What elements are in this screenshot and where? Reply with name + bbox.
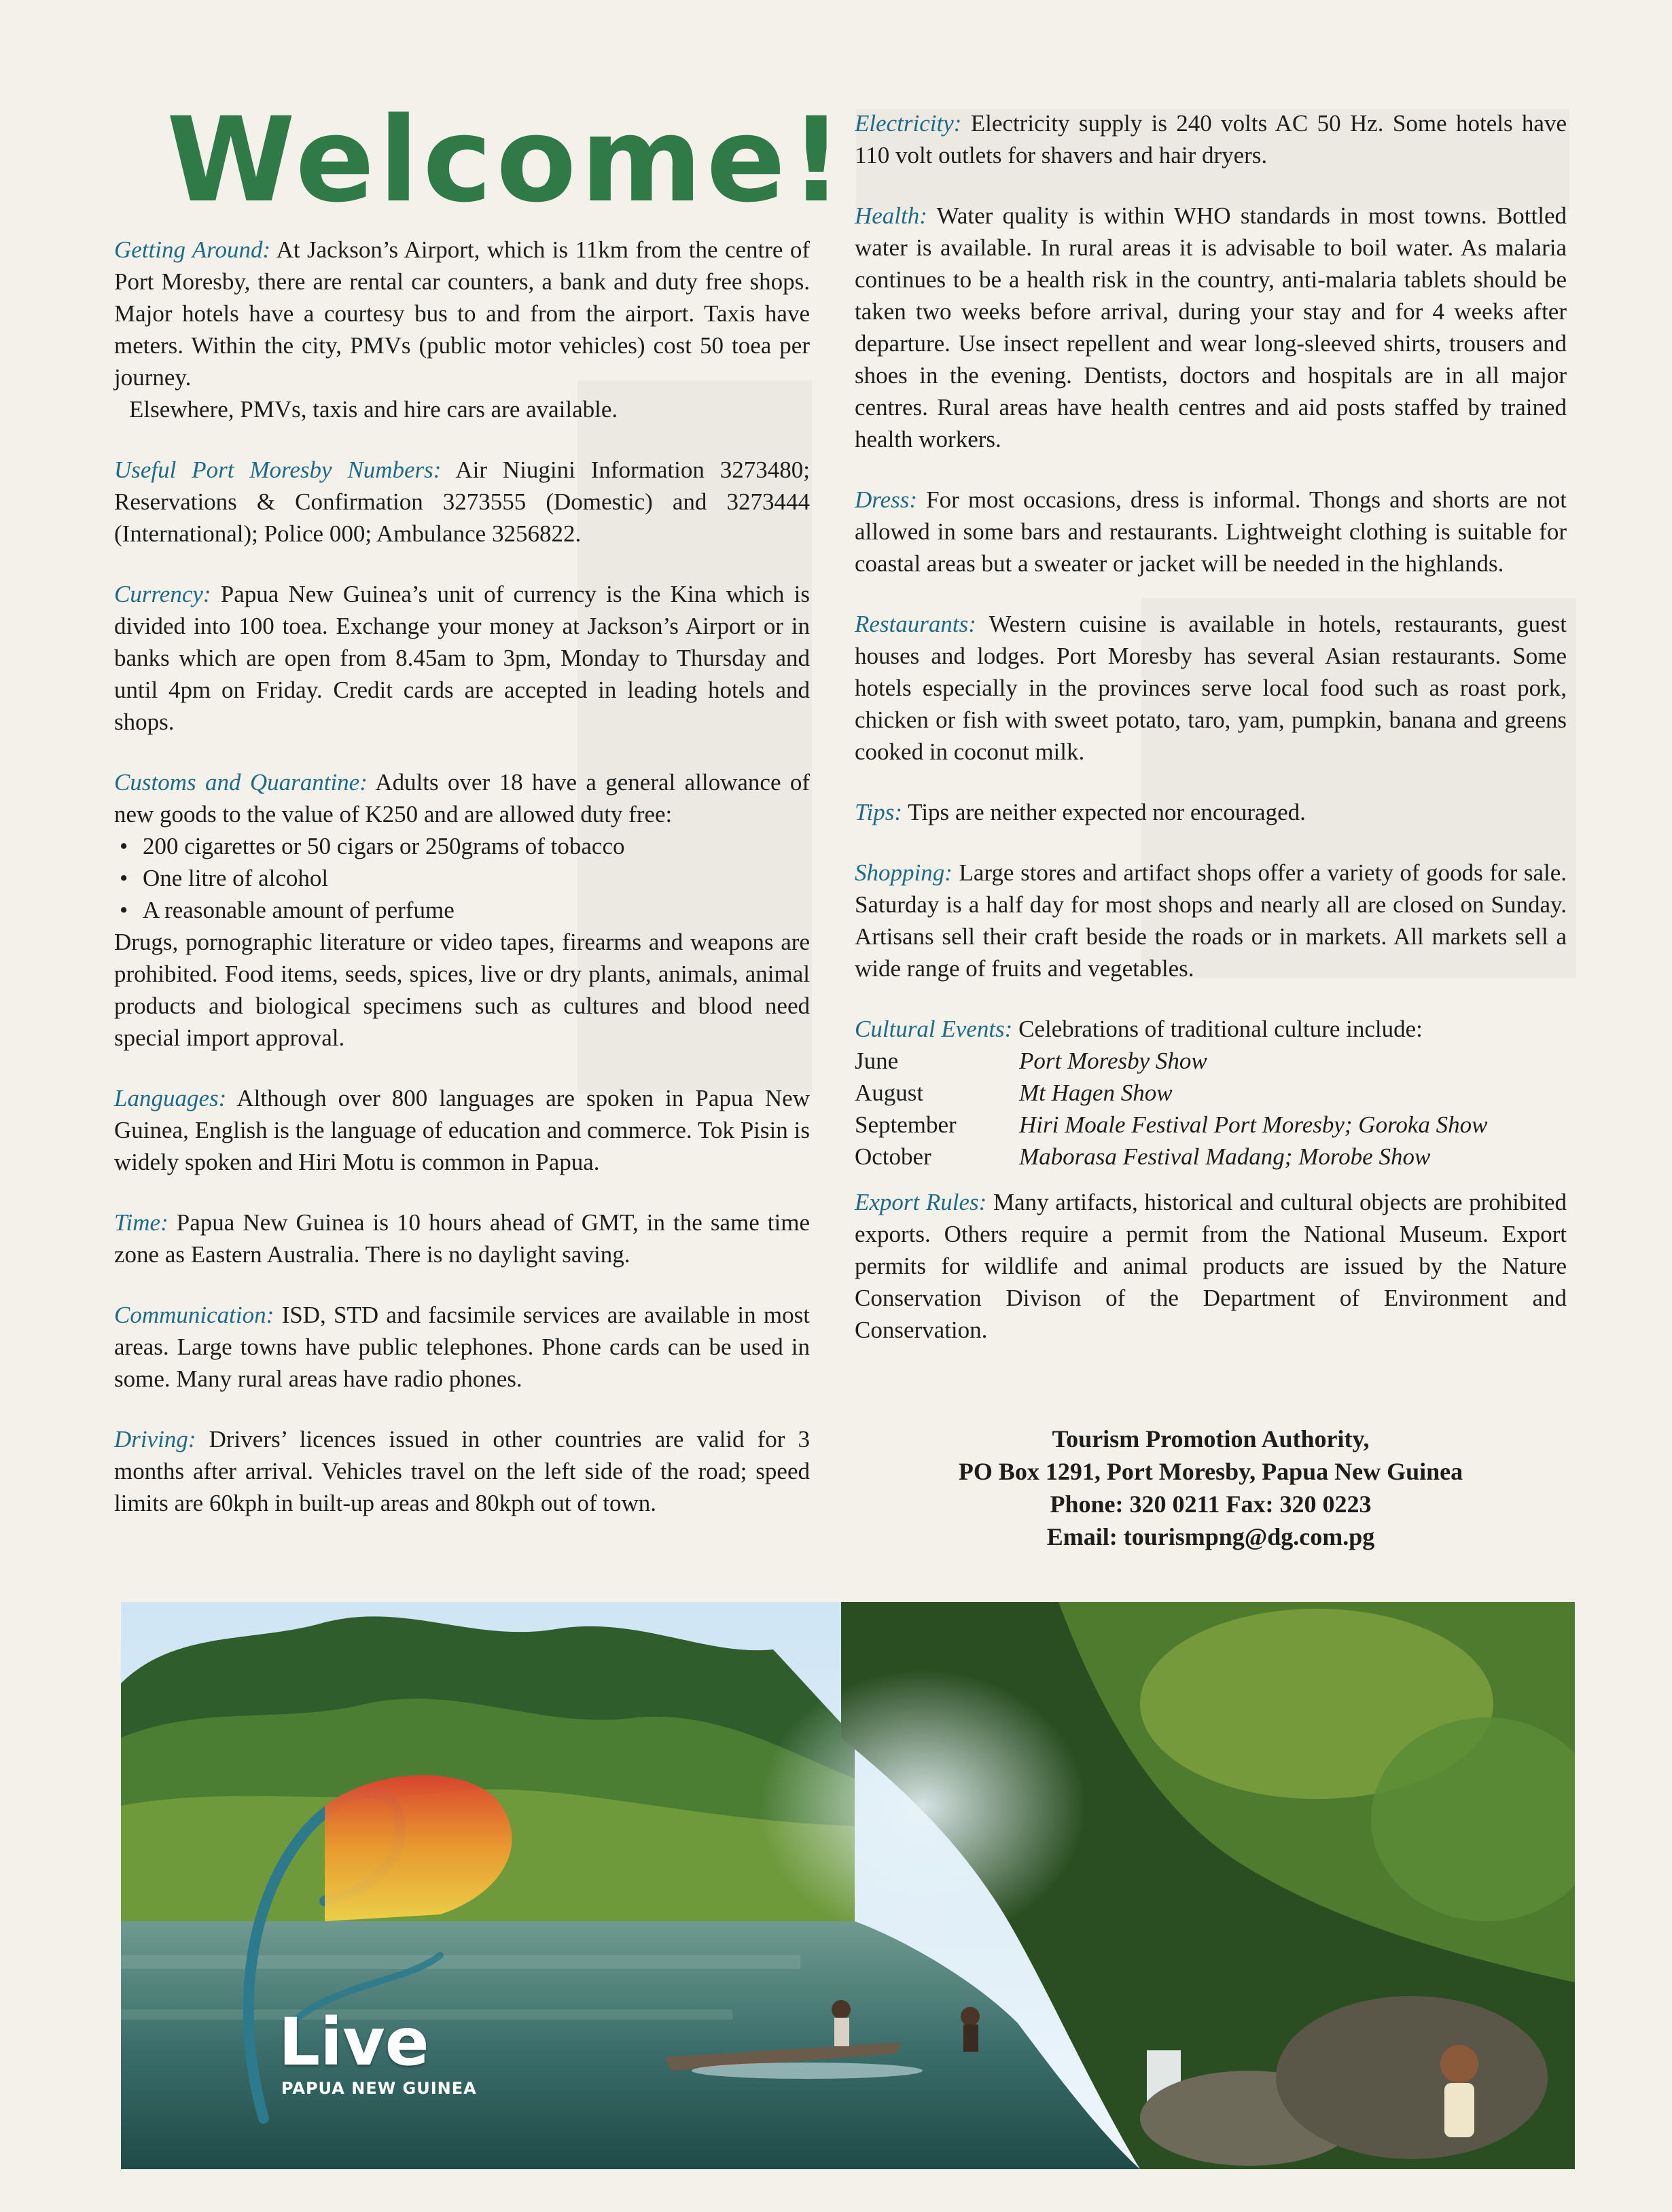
event-month: August [855,1080,924,1106]
section-text: Water quality is within WHO standards in most towns. Bottled water is available. In rural areas it is advisable to boil water. As malaria continues to be a health risk in the country, anti-malaria tablets should be taken two weeks before arrival, during your stay and for 4 weeks after departure. Use insect repellent and wear long-sleeved shirts, trousers and shoes in the evening. Dentists, doctors and hospitals are in all major centres. Rural areas have health centres and aid posts staffed by trained health workers. [855,202,1567,452]
section-useful-numbers [114,454,810,550]
section-heading: Health: [855,202,927,229]
section-text: Although over 800 languages are spoken in Papua New Guinea, English is the language of education and commerce. Tok Pisin is widely spoken and Hiri Motu is common in Papua. [114,1085,810,1175]
section-heading: Useful Port Moresby Numbers: [114,457,442,483]
section-text: Drivers’ licences issued in other countries are valid for 3 months after arrival. Vehicles travel on the left side of the road; speed limits are 60kph in built-up areas and 80kph out of town. [114,1426,810,1516]
event-name: Mt Hagen Show [1019,1080,1173,1106]
section-heading: Driving: [114,1426,196,1452]
section-heading: Customs and Quarantine: [114,769,368,796]
section-tips [855,796,1567,828]
section-customs [114,766,810,1054]
section-text: Tips are neither expected nor encouraged. [908,799,1306,825]
contact-block [855,1423,1567,1553]
section-text: Many artifacts, historical and cultural objects are prohibited exports. Others require a permit from the National Museum. Export permits for wildlife and animal products are issued by the Nature Conservation Divison of the Department of Environment and Conservation. [855,1189,1567,1343]
section-heading: Tips: [855,799,903,825]
contact-address: PO Box 1291, Port Moresby, Papua New Guinea [958,1458,1463,1485]
page-title: Welcome! [166,92,847,228]
event-month: September [855,1111,957,1138]
section-heading: Cultural Events: [855,1016,1013,1042]
event-name: Maborasa Festival Madang; Morobe Show [1019,1143,1431,1170]
section-currency [114,578,810,738]
table-row [855,1141,1488,1173]
contact-phone-fax: Phone: 320 0211 Fax: 320 0223 [1050,1491,1372,1518]
section-heading: Currency: [114,581,211,607]
section-text: ISD, STD and facsimile services are available in most areas. Large towns have public telephones. Phone cards can be used in some. Many rural areas have radio phones. [114,1302,810,1392]
table-row [855,1045,1488,1077]
section-text: Electricity supply is 240 volts AC 50 Hz. Some hotels have 110 volt outlets for shavers and hair dryers. [855,110,1567,168]
left-column [114,234,810,1548]
section-time [114,1207,810,1270]
section-text: Elsewhere, PMVs, taxis and hire cars are available. [129,396,618,423]
event-name: Hiri Moale Festival Port Moresby; Goroka Show [1019,1111,1488,1138]
section-shopping [855,857,1567,984]
right-column [855,107,1567,1374]
section-text: Air Niugini Information 3273480; Reservations & Confirmation 3273555 (Domestic) and 3273444 (International); Police 000; Ambulance 3256822. [114,457,810,547]
section-languages [114,1082,810,1178]
paradise-live-logo: Live [279,2004,429,2080]
section-heading: Time: [114,1209,168,1236]
section-text: Drugs, pornographic literature or video tapes, firearms and weapons are prohibited. Food items, seeds, spices, live or dry plants, animals, animal products and biological specimens such as cultures and blood need special import approval. [114,929,810,1051]
section-heading: Languages: [114,1085,227,1111]
section-heading: Restaurants: [855,611,976,637]
contact-email: Email: tourismpng@dg.com.pg [1046,1523,1375,1550]
section-text: Adults over 18 have a general allowance of new goods to the value of K250 and are allowed duty free: [114,769,810,827]
event-name: Port Moresby Show [1019,1048,1207,1074]
section-text: Papua New Guinea is 10 hours ahead of GMT, in the same time zone as Eastern Australia. There is no daylight saving. [114,1209,811,1268]
events-table [855,1045,1488,1173]
section-heading: Shopping: [855,859,953,886]
section-heading: Export Rules: [855,1189,987,1215]
table-row [855,1109,1488,1141]
allowance-list [114,830,810,926]
section-export-rules [855,1186,1567,1346]
section-text: Western cuisine is available in hotels, restaurants, guest houses and lodges. Port Moresby has several Asian restaurants. Some hotels especially in the provinces serve local food such as roast pork, chicken or fish with sweet potato, taro, yam, pumpkin, banana and greens cooked in coconut milk. [855,611,1567,765]
section-restaurants [855,608,1567,768]
table-row [855,1077,1488,1109]
section-health [855,200,1567,455]
section-text: Celebrations of traditional culture include: [1018,1016,1423,1042]
section-text: Papua New Guinea’s unit of currency is the Kina which is divided into 100 toea. Exchange your money at Jackson’s Airport or in banks which are open from 8.45am to 3pm, Monday to Thursday and until 4pm on Friday. Credit cards are accepted in leading hotels and shops. [114,581,810,735]
section-heading: Getting Around: [114,236,271,263]
section-cultural-events [855,1013,1567,1173]
section-dress [855,484,1567,579]
logo-subtitle: PAPUA NEW GUINEA [281,2079,477,2098]
section-communication [114,1299,810,1395]
event-month: June [855,1048,899,1074]
list-item: • One litre of alcohol [114,862,810,894]
section-heading: Electricity: [855,110,962,137]
list-item: • A reasonable amount of perfume [114,894,810,926]
list-item: • 200 cigarettes or 50 cigars or 250grams of tobacco [114,830,810,862]
event-month: October [855,1143,931,1170]
contact-organisation: Tourism Promotion Authority, [1052,1425,1370,1452]
section-text: At Jackson’s Airport, which is 11km from the centre of Port Moresby, there are rental car counters, a bank and duty free shops. Major hotels have a courtesy bus to and from the airport. Taxis have meters. Within the city, PMVs (public motor vehicles) cost 50 toea per journey. [114,236,810,391]
section-heading: Dress: [855,486,918,513]
section-heading: Communication: [114,1302,274,1328]
section-getting-around [114,234,810,425]
section-text: Large stores and artifact shops offer a variety of goods for sale. Saturday is a half day for most shops and nearly all are closed on Sunday. Artisans sell their craft beside the roads or in markets. All markets sell a wide range of fruits and vegetables. [855,859,1567,982]
section-electricity [855,107,1567,171]
section-text: For most occasions, dress is informal. Thongs and shorts are not allowed in some bars and restaurants. Lightweight clothing is suitable for coastal areas but a sweater or jacket will be needed in the highlands. [855,486,1567,577]
section-driving [114,1423,810,1519]
